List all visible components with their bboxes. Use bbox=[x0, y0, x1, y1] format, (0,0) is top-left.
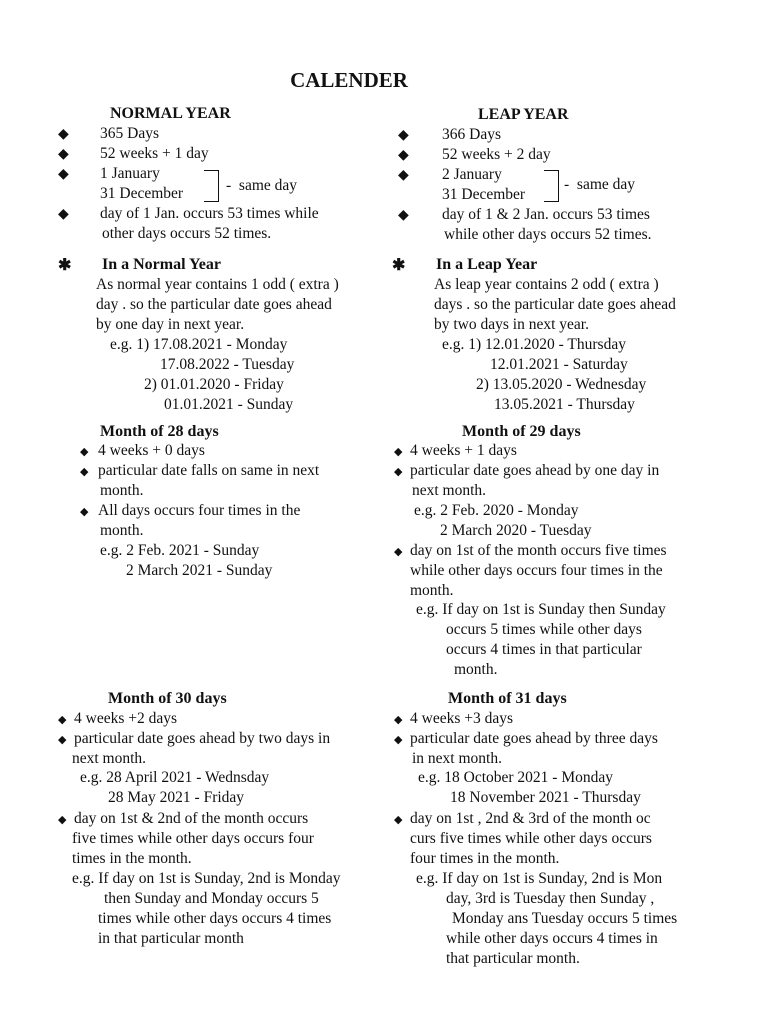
normal-other-days: other days occurs 52 times. bbox=[102, 225, 272, 242]
month31-line: 4 weeks +3 days bbox=[410, 710, 514, 727]
normal-section-line: As normal year contains 1 odd ( extra ) bbox=[96, 276, 339, 293]
asterisk-bullet-icon: ✱ bbox=[58, 257, 72, 274]
normal-example: e.g. 1) 17.08.2021 - Monday bbox=[110, 336, 288, 353]
bracket-icon bbox=[204, 170, 219, 202]
month29-line: 4 weeks + 1 days bbox=[410, 442, 517, 459]
month29-example: month. bbox=[454, 661, 498, 678]
normal-section-title: In a Normal Year bbox=[102, 256, 221, 273]
normal-example: 17.08.2022 - Tuesday bbox=[160, 356, 295, 373]
month29-line: while other days occurs four times in the bbox=[410, 562, 663, 579]
normal-section-line: by one day in next year. bbox=[96, 316, 245, 333]
normal-example: 01.01.2021 - Sunday bbox=[164, 396, 294, 413]
month29-line: month. bbox=[410, 582, 454, 599]
diamond-bullet-icon: ◆ bbox=[394, 714, 403, 726]
diamond-bullet-icon: ◆ bbox=[394, 466, 403, 478]
diamond-bullet-icon: ◆ bbox=[398, 148, 409, 163]
normal-same-day-label: - same day bbox=[226, 177, 298, 194]
month30-line: day on 1st & 2nd of the month occurs bbox=[74, 810, 309, 827]
month30-line: 4 weeks +2 days bbox=[74, 710, 178, 727]
leap-section-title: In a Leap Year bbox=[436, 256, 538, 273]
leap-section-line: days . so the particular date goes ahead bbox=[434, 296, 676, 313]
month29-example: 2 March 2020 - Tuesday bbox=[440, 522, 592, 539]
month30-example: in that particular month bbox=[98, 930, 244, 947]
leap-example: e.g. 1) 12.01.2020 - Thursday bbox=[442, 336, 626, 353]
normal-year-header: NORMAL YEAR bbox=[110, 105, 231, 122]
diamond-bullet-icon: ◆ bbox=[80, 446, 89, 458]
month30-example: then Sunday and Monday occurs 5 bbox=[104, 890, 319, 907]
diamond-bullet-icon: ◆ bbox=[394, 546, 403, 558]
leap-example: 2) 13.05.2020 - Wednesday bbox=[476, 376, 647, 393]
month28-line: month. bbox=[100, 482, 144, 499]
month31-line: day on 1st , 2nd & 3rd of the month oc bbox=[410, 810, 651, 827]
month31-example: Monday ans Tuesday occurs 5 times bbox=[452, 910, 678, 927]
asterisk-bullet-icon: ✱ bbox=[392, 257, 406, 274]
month29-line: next month. bbox=[412, 482, 487, 499]
month29-example: e.g. 2 Feb. 2020 - Monday bbox=[414, 502, 579, 519]
month31-line: particular date goes ahead by three days bbox=[410, 730, 658, 747]
leap-days: 366 Days bbox=[442, 126, 501, 143]
month31-example: e.g. 18 October 2021 - Monday bbox=[418, 769, 613, 786]
month29-example: occurs 4 times in that particular bbox=[446, 641, 642, 658]
leap-example: 12.01.2021 - Saturday bbox=[490, 356, 628, 373]
leap-weeks: 52 weeks + 2 day bbox=[442, 146, 551, 163]
month29-line: day on 1st of the month occurs five times bbox=[410, 542, 667, 559]
month31-example: day, 3rd is Tuesday then Sunday , bbox=[446, 890, 655, 907]
month30-header: Month of 30 days bbox=[108, 690, 227, 707]
month28-line: particular date falls on same in next bbox=[98, 462, 320, 479]
diamond-bullet-icon: ◆ bbox=[398, 168, 409, 183]
diamond-bullet-icon: ◆ bbox=[394, 446, 403, 458]
month28-example: e.g. 2 Feb. 2021 - Sunday bbox=[100, 542, 260, 559]
month30-example: times while other days occurs 4 times bbox=[98, 910, 332, 927]
diamond-bullet-icon: ◆ bbox=[58, 167, 69, 182]
leap-dec: 31 December bbox=[442, 186, 526, 203]
bracket-icon bbox=[544, 170, 559, 202]
leap-example: 13.05.2021 - Thursday bbox=[494, 396, 635, 413]
month31-example: that particular month. bbox=[446, 950, 580, 967]
leap-section-line: As leap year contains 2 odd ( extra ) bbox=[434, 276, 659, 293]
diamond-bullet-icon: ◆ bbox=[58, 127, 69, 142]
diamond-bullet-icon: ◆ bbox=[398, 128, 409, 143]
month31-line: four times in the month. bbox=[410, 850, 560, 867]
leap-other-days: while other days occurs 52 times. bbox=[444, 226, 652, 243]
leap-jan: 2 January bbox=[442, 166, 502, 183]
diamond-bullet-icon: ◆ bbox=[394, 734, 403, 746]
month30-line: next month. bbox=[72, 750, 147, 767]
normal-jan-occurs: day of 1 Jan. occurs 53 times while bbox=[100, 205, 319, 222]
diamond-bullet-icon: ◆ bbox=[58, 734, 67, 746]
diamond-bullet-icon: ◆ bbox=[398, 208, 409, 223]
diamond-bullet-icon: ◆ bbox=[58, 147, 69, 162]
diamond-bullet-icon: ◆ bbox=[80, 466, 89, 478]
month31-header: Month of 31 days bbox=[448, 690, 567, 707]
month30-line: times in the month. bbox=[72, 850, 192, 867]
month28-line: All days occurs four times in the bbox=[98, 502, 301, 519]
month31-line: curs five times while other days occurs bbox=[410, 830, 652, 847]
month28-line: month. bbox=[100, 522, 144, 539]
month31-example: 18 November 2021 - Thursday bbox=[450, 789, 641, 806]
month28-example: 2 March 2021 - Sunday bbox=[126, 562, 273, 579]
month31-line: in next month. bbox=[412, 750, 502, 767]
leap-same-day-label: - same day bbox=[564, 176, 636, 193]
normal-example: 2) 01.01.2020 - Friday bbox=[144, 376, 284, 393]
leap-year-header: LEAP YEAR bbox=[478, 106, 569, 123]
normal-section-line: day . so the particular date goes ahead bbox=[96, 296, 332, 313]
page-title: CALENDER bbox=[290, 68, 408, 92]
normal-dec: 31 December bbox=[100, 185, 184, 202]
normal-weeks: 52 weeks + 1 day bbox=[100, 145, 209, 162]
diamond-bullet-icon: ◆ bbox=[58, 207, 69, 222]
month30-line: particular date goes ahead by two days in bbox=[74, 730, 331, 747]
diamond-bullet-icon: ◆ bbox=[394, 814, 403, 826]
month28-line: 4 weeks + 0 days bbox=[98, 442, 205, 459]
leap-jan-occurs: day of 1 & 2 Jan. occurs 53 times bbox=[442, 206, 650, 223]
leap-section-line: by two days in next year. bbox=[434, 316, 589, 333]
diamond-bullet-icon: ◆ bbox=[58, 714, 67, 726]
month29-header: Month of 29 days bbox=[462, 423, 581, 440]
month28-header: Month of 28 days bbox=[100, 423, 219, 440]
month30-example: e.g. 28 April 2021 - Wednsday bbox=[80, 769, 270, 786]
normal-days: 365 Days bbox=[100, 125, 159, 142]
month29-example: e.g. If day on 1st is Sunday then Sunday bbox=[416, 601, 666, 618]
month29-example: occurs 5 times while other days bbox=[446, 621, 642, 638]
month29-line: particular date goes ahead by one day in bbox=[410, 462, 660, 479]
month31-example: e.g. If day on 1st is Sunday, 2nd is Mon bbox=[416, 870, 663, 887]
month31-example: while other days occurs 4 times in bbox=[446, 930, 658, 947]
normal-jan: 1 January bbox=[100, 165, 160, 182]
diamond-bullet-icon: ◆ bbox=[58, 814, 67, 826]
month30-example: 28 May 2021 - Friday bbox=[108, 789, 245, 806]
month30-example: e.g. If day on 1st is Sunday, 2nd is Monday bbox=[72, 870, 341, 887]
diamond-bullet-icon: ◆ bbox=[80, 506, 89, 518]
month30-line: five times while other days occurs four bbox=[72, 830, 314, 847]
